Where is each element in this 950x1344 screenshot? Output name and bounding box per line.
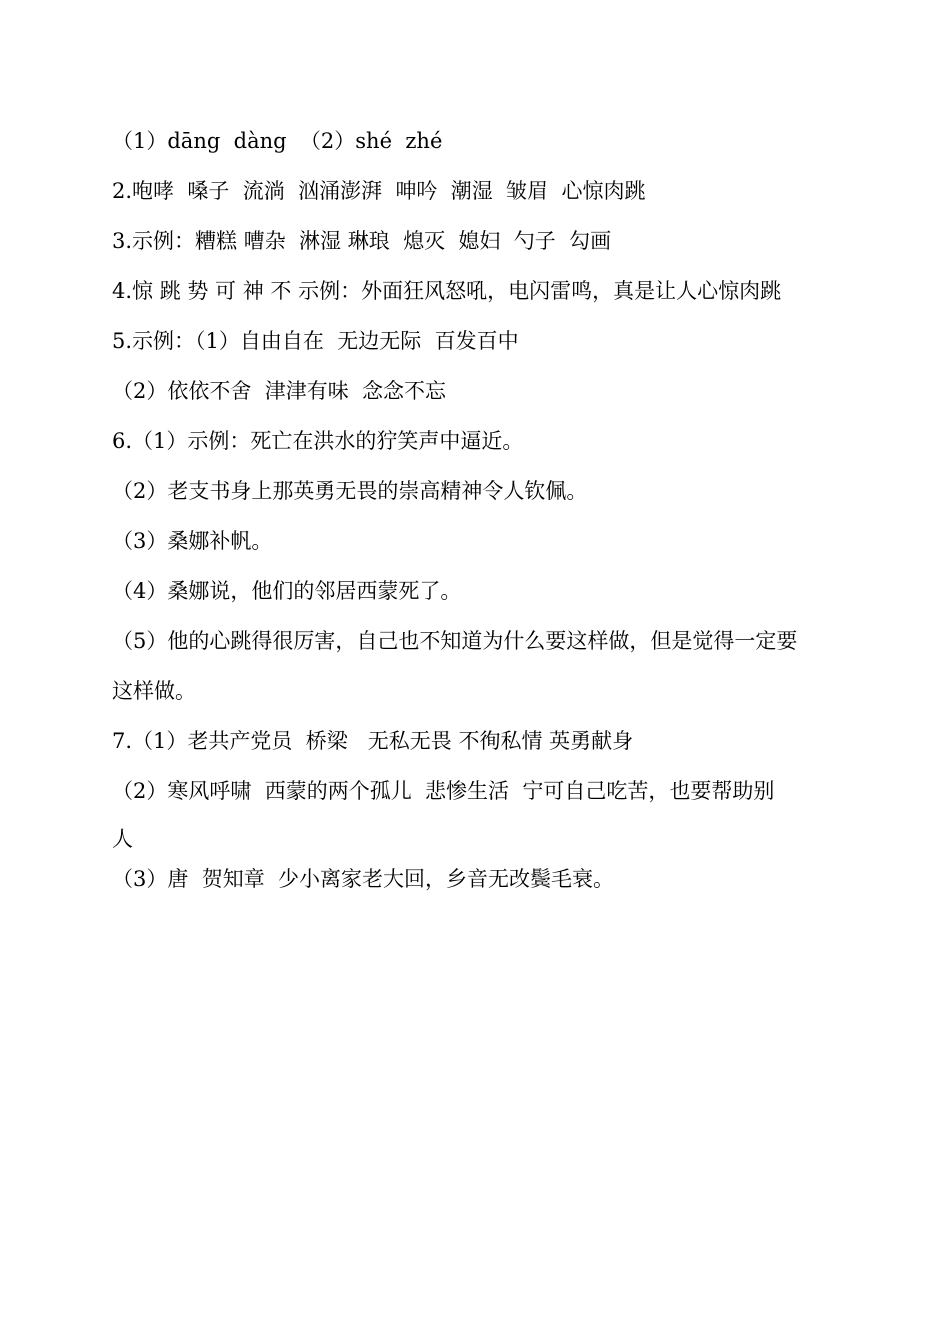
answer-line-6-part3: （3）桑娜补帆。	[112, 529, 273, 553]
answer-line-2: 2.咆哮 嗓子 流淌 汹涌澎湃 呻吟 潮湿 皱眉 心惊肉跳	[112, 179, 646, 203]
answer-line-6-part2: （2）老支书身上那英勇无畏的崇高精神令人钦佩。	[112, 479, 588, 503]
answer-line-5-part2: （2）依依不舍 津津有味 念念不忘	[112, 379, 447, 403]
answer-line-7-part3: （3）唐 贺知章 少小离家老大回，乡音无改鬓毛衰。	[112, 867, 615, 891]
answer-line-6: 6.（1）示例：死亡在洪水的狞笑声中逼近。	[112, 429, 524, 453]
answer-line-7: 7.（1）老共产党员 桥梁 无私无畏 不徇私情 英勇献身	[112, 729, 634, 753]
answer-line-6-part5-cont: 这样做。	[112, 679, 196, 703]
answer-line-5: 5.示例：（1）自由自在 无边无际 百发百中	[112, 329, 519, 353]
answer-line-1-pinyin: （1）dāng dàng （2）shé zhé	[112, 129, 443, 153]
answer-line-7-part2: （2）寒风呼啸 西蒙的两个孤儿 悲惨生活 宁可自己吃苦，也要帮助别	[112, 779, 775, 803]
answer-line-4: 4.惊 跳 势 可 神 不 示例：外面狂风怒吼，电闪雷鸣，真是让人心惊肉跳	[112, 279, 782, 303]
answer-line-3: 3.示例：糟糕 嘈杂 淋湿 琳琅 熄灭 媳妇 勺子 勾画	[112, 229, 612, 253]
answer-line-6-part4: （4）桑娜说，他们的邻居西蒙死了。	[112, 579, 462, 603]
answer-line-6-part5: （5）他的心跳得很厉害，自己也不知道为什么要这样做，但是觉得一定要	[112, 629, 798, 653]
answer-line-7-part2-cont: 人	[112, 827, 133, 851]
